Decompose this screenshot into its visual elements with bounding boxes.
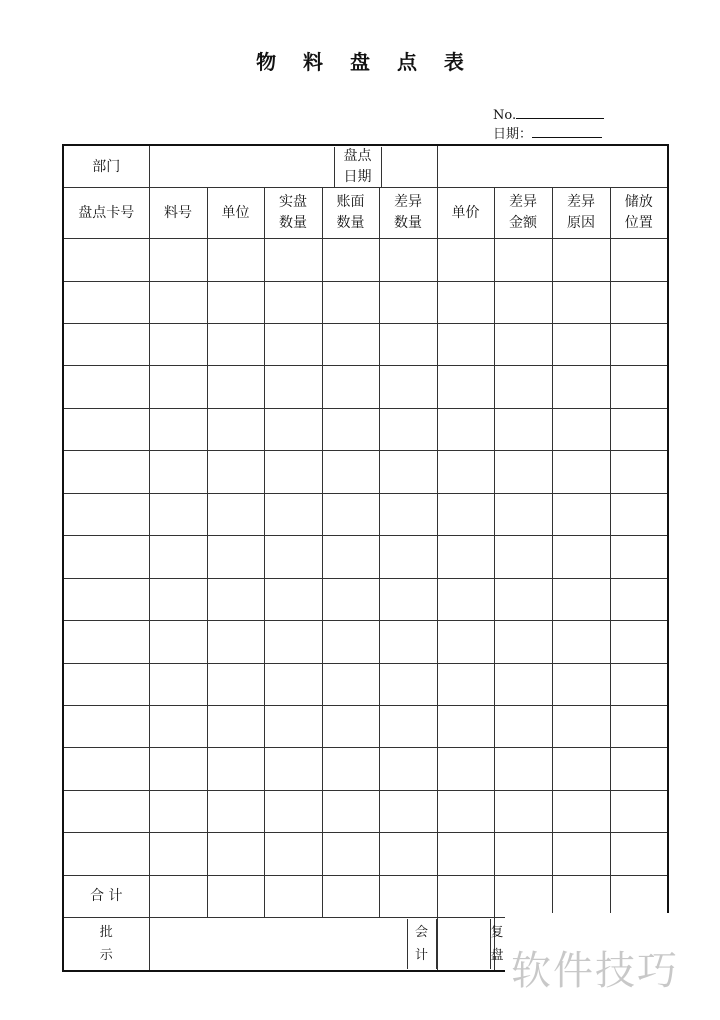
- column-header: 盘点卡号: [63, 188, 149, 239]
- table-cell[interactable]: [264, 833, 322, 875]
- table-cell[interactable]: [207, 621, 264, 663]
- table-cell[interactable]: [610, 493, 668, 535]
- table-cell[interactable]: [437, 451, 494, 493]
- table-cell[interactable]: [610, 239, 668, 281]
- table-cell[interactable]: [322, 748, 379, 790]
- table-cell[interactable]: [437, 578, 494, 620]
- table-cell[interactable]: [149, 748, 207, 790]
- column-header: 单位: [207, 188, 264, 239]
- table-cell[interactable]: [552, 536, 610, 578]
- count-date-field[interactable]: [382, 147, 668, 187]
- table-cell[interactable]: [379, 239, 437, 281]
- table-cell[interactable]: [264, 790, 322, 832]
- table-cell[interactable]: [322, 493, 379, 535]
- form-number: [493, 106, 604, 124]
- table-row: [63, 281, 668, 323]
- table-cell[interactable]: [207, 578, 264, 620]
- table-cell[interactable]: [63, 833, 149, 875]
- table-cell[interactable]: [207, 366, 264, 408]
- table-cell[interactable]: [207, 663, 264, 705]
- table-cell[interactable]: [264, 451, 322, 493]
- table-row: [63, 663, 668, 705]
- table-cell[interactable]: [207, 536, 264, 578]
- table-cell[interactable]: [149, 536, 207, 578]
- page-title: 物 料 盘 点 表: [256, 50, 474, 74]
- table-cell[interactable]: [610, 748, 668, 790]
- table-cell[interactable]: [149, 451, 207, 493]
- table-cell[interactable]: [379, 493, 437, 535]
- watermark-text: 软件技巧: [511, 948, 679, 994]
- column-header: 账面数量: [322, 188, 379, 239]
- table-cell[interactable]: [207, 833, 264, 875]
- table-cell[interactable]: [494, 705, 552, 747]
- table-cell[interactable]: [322, 239, 379, 281]
- table-cell[interactable]: [322, 705, 379, 747]
- table-cell[interactable]: [264, 748, 322, 790]
- table-row: [63, 324, 668, 366]
- table-cell[interactable]: [322, 408, 379, 450]
- table-cell[interactable]: [437, 833, 494, 875]
- table-cell[interactable]: [264, 408, 322, 450]
- table-row: [63, 621, 668, 663]
- table-cell[interactable]: [552, 748, 610, 790]
- table-cell[interactable]: [264, 578, 322, 620]
- count-date-cell: [343, 145, 668, 188]
- table-cell[interactable]: [552, 621, 610, 663]
- table-cell[interactable]: [322, 536, 379, 578]
- table-cell[interactable]: [322, 790, 379, 832]
- table-cell[interactable]: [379, 833, 437, 875]
- table-cell[interactable]: [63, 451, 149, 493]
- table-cell[interactable]: [149, 408, 207, 450]
- total-cell[interactable]: [207, 875, 264, 917]
- table-cell[interactable]: [322, 621, 379, 663]
- table-cell[interactable]: [379, 748, 437, 790]
- form-date-field[interactable]: [532, 125, 602, 138]
- table-cell[interactable]: [437, 366, 494, 408]
- table-cell[interactable]: [379, 366, 437, 408]
- table-cell[interactable]: [63, 324, 149, 366]
- table-cell[interactable]: [610, 451, 668, 493]
- column-header: 料号: [149, 188, 207, 239]
- table-cell[interactable]: [379, 451, 437, 493]
- table-cell[interactable]: [610, 408, 668, 450]
- approve-field[interactable]: [149, 918, 379, 971]
- table-cell[interactable]: [322, 324, 379, 366]
- form-date: [493, 125, 602, 143]
- total-cell[interactable]: [437, 875, 494, 917]
- table-cell[interactable]: [264, 366, 322, 408]
- table-cell[interactable]: [494, 621, 552, 663]
- table-cell[interactable]: [149, 281, 207, 323]
- table-cell[interactable]: [63, 578, 149, 620]
- table-cell[interactable]: [494, 366, 552, 408]
- inventory-table: [62, 144, 669, 972]
- watermark: [505, 913, 720, 1020]
- table-cell[interactable]: [437, 493, 494, 535]
- table-cell[interactable]: [63, 281, 149, 323]
- table-cell[interactable]: [552, 493, 610, 535]
- table-cell[interactable]: [149, 833, 207, 875]
- table-cell[interactable]: [264, 536, 322, 578]
- table-cell[interactable]: [207, 451, 264, 493]
- table-cell[interactable]: [63, 408, 149, 450]
- table-cell[interactable]: [379, 281, 437, 323]
- count-date-label: 盘点日期: [334, 147, 382, 187]
- table-cell[interactable]: [610, 833, 668, 875]
- table-cell[interactable]: [494, 536, 552, 578]
- table-cell[interactable]: [494, 578, 552, 620]
- table-row: [63, 239, 668, 281]
- table-cell[interactable]: [264, 324, 322, 366]
- table-cell[interactable]: [494, 239, 552, 281]
- table-cell[interactable]: [437, 281, 494, 323]
- table-row: [63, 493, 668, 535]
- accounting-field[interactable]: [437, 918, 494, 971]
- table-cell[interactable]: [437, 705, 494, 747]
- table-cell[interactable]: [63, 493, 149, 535]
- table-cell[interactable]: [552, 663, 610, 705]
- table-cell[interactable]: [149, 621, 207, 663]
- total-cell[interactable]: [379, 875, 437, 917]
- table-cell[interactable]: [437, 663, 494, 705]
- department-label: 部门: [63, 145, 149, 188]
- form-number-field[interactable]: [516, 106, 604, 119]
- table-row: [63, 408, 668, 450]
- table-cell[interactable]: [552, 408, 610, 450]
- table-cell[interactable]: [610, 621, 668, 663]
- table-cell[interactable]: [149, 705, 207, 747]
- column-header: 差异金额: [494, 188, 552, 239]
- table-cell[interactable]: [149, 324, 207, 366]
- table-cell[interactable]: [63, 239, 149, 281]
- table-cell[interactable]: [437, 790, 494, 832]
- table-row: [63, 790, 668, 832]
- table-cell[interactable]: [610, 663, 668, 705]
- table-cell[interactable]: [264, 621, 322, 663]
- table-cell[interactable]: [610, 324, 668, 366]
- column-header: 差异原因: [552, 188, 610, 239]
- column-header: 实盘数量: [264, 188, 322, 239]
- table-cell[interactable]: [610, 366, 668, 408]
- total-cell[interactable]: [322, 875, 379, 917]
- total-cell[interactable]: [494, 875, 552, 917]
- table-cell[interactable]: [437, 748, 494, 790]
- table-cell[interactable]: [552, 324, 610, 366]
- table-cell[interactable]: [494, 833, 552, 875]
- table-cell[interactable]: [149, 790, 207, 832]
- total-cell[interactable]: [264, 875, 322, 917]
- table-cell[interactable]: [322, 833, 379, 875]
- accounting-cell: [379, 918, 437, 971]
- table-cell[interactable]: [207, 408, 264, 450]
- table-cell[interactable]: [264, 493, 322, 535]
- column-header: 差异数量: [379, 188, 437, 239]
- header-row: [63, 188, 668, 239]
- table-cell[interactable]: [610, 790, 668, 832]
- table-cell[interactable]: [207, 239, 264, 281]
- department-row: [63, 145, 668, 188]
- table-cell[interactable]: [552, 833, 610, 875]
- table-cell[interactable]: [264, 239, 322, 281]
- table-cell[interactable]: [379, 536, 437, 578]
- approve-label: 批示: [63, 918, 149, 971]
- table-cell[interactable]: [207, 281, 264, 323]
- table-cell[interactable]: [264, 705, 322, 747]
- table-cell[interactable]: [63, 536, 149, 578]
- table-cell[interactable]: [437, 408, 494, 450]
- table-cell[interactable]: [379, 408, 437, 450]
- table-row: [63, 748, 668, 790]
- table-row: [63, 578, 668, 620]
- table-cell[interactable]: [264, 663, 322, 705]
- table-cell[interactable]: [494, 324, 552, 366]
- table-cell[interactable]: [494, 451, 552, 493]
- table-cell[interactable]: [379, 578, 437, 620]
- table-row: [63, 705, 668, 747]
- table-cell[interactable]: [322, 663, 379, 705]
- table-cell[interactable]: [63, 748, 149, 790]
- table-cell[interactable]: [552, 578, 610, 620]
- table-cell[interactable]: [437, 324, 494, 366]
- column-header: 单价: [437, 188, 494, 239]
- table-cell[interactable]: [63, 621, 149, 663]
- table-cell[interactable]: [379, 663, 437, 705]
- table-cell[interactable]: [494, 790, 552, 832]
- table-cell[interactable]: [610, 578, 668, 620]
- table-cell[interactable]: [379, 705, 437, 747]
- table-cell[interactable]: [610, 705, 668, 747]
- table-cell[interactable]: [322, 578, 379, 620]
- table-cell[interactable]: [63, 790, 149, 832]
- total-cell[interactable]: [149, 875, 207, 917]
- table-cell[interactable]: [437, 536, 494, 578]
- form-number-label: No.: [493, 108, 517, 123]
- table-row: [63, 451, 668, 493]
- table-cell[interactable]: [207, 705, 264, 747]
- column-header: 储放位置: [610, 188, 668, 239]
- table-cell[interactable]: [552, 281, 610, 323]
- table-cell[interactable]: [437, 621, 494, 663]
- table-cell[interactable]: [149, 663, 207, 705]
- accounting-label: 会计: [407, 919, 437, 969]
- total-cell[interactable]: [552, 875, 610, 917]
- table-cell[interactable]: [552, 239, 610, 281]
- table-cell[interactable]: [552, 451, 610, 493]
- table-cell[interactable]: [63, 663, 149, 705]
- table-row: [63, 536, 668, 578]
- table-cell[interactable]: [552, 705, 610, 747]
- review-label: 复盘: [490, 925, 504, 964]
- table-cell[interactable]: [207, 790, 264, 832]
- table-cell[interactable]: [610, 536, 668, 578]
- table-cell[interactable]: [322, 281, 379, 323]
- table-cell[interactable]: [63, 705, 149, 747]
- table-cell[interactable]: [149, 239, 207, 281]
- table-cell[interactable]: [610, 281, 668, 323]
- table-cell[interactable]: [207, 324, 264, 366]
- total-cell[interactable]: [610, 875, 668, 917]
- table-cell[interactable]: [552, 790, 610, 832]
- table-cell[interactable]: [379, 790, 437, 832]
- table-cell[interactable]: [322, 451, 379, 493]
- table-cell[interactable]: [494, 663, 552, 705]
- table-cell[interactable]: [264, 281, 322, 323]
- table-cell[interactable]: [437, 239, 494, 281]
- total-row: [63, 875, 668, 917]
- table-cell[interactable]: [494, 408, 552, 450]
- total-label: 合 计: [63, 875, 149, 917]
- table-cell[interactable]: [322, 366, 379, 408]
- table-cell[interactable]: [494, 281, 552, 323]
- table-cell[interactable]: [494, 748, 552, 790]
- table-cell[interactable]: [494, 493, 552, 535]
- table-cell[interactable]: [552, 366, 610, 408]
- table-cell[interactable]: [63, 366, 149, 408]
- table-cell[interactable]: [149, 578, 207, 620]
- table-row: [63, 366, 668, 408]
- table-row: [63, 833, 668, 875]
- table-cell[interactable]: [207, 493, 264, 535]
- table-cell[interactable]: [379, 324, 437, 366]
- table-cell[interactable]: [207, 748, 264, 790]
- table-cell[interactable]: [149, 366, 207, 408]
- table-cell[interactable]: [149, 493, 207, 535]
- form-date-label: 日期：: [493, 127, 533, 142]
- table-cell[interactable]: [379, 621, 437, 663]
